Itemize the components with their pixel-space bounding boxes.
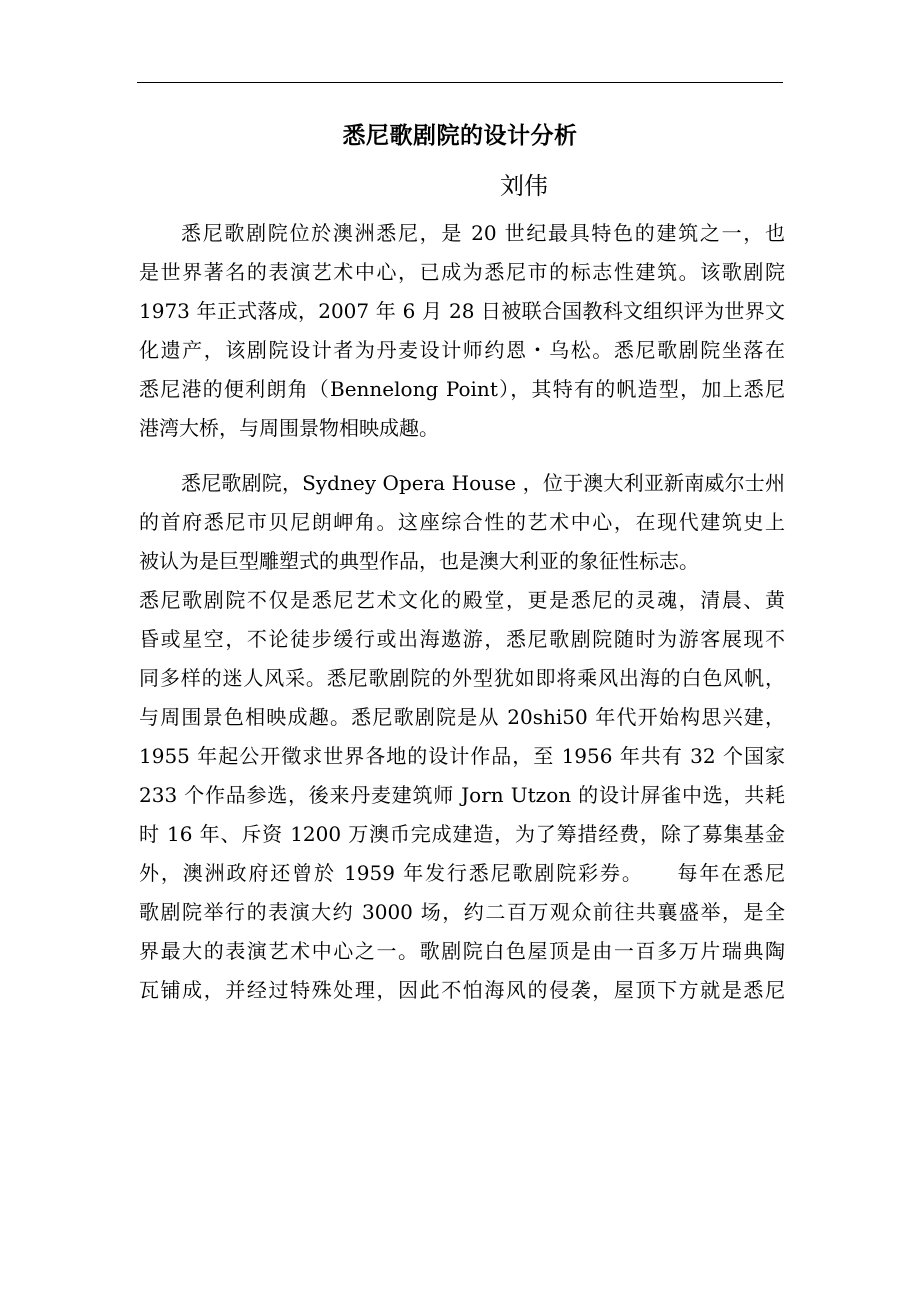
text-line: 与周围景色相映成趣。悉尼歌剧院是从 20shi50 年代开始构思兴建， [139,705,785,729]
text-line: 是世界著名的表演艺术中心，已成为悉尼市的标志性建筑。该歌剧院 [139,260,785,284]
header-rule [137,82,783,83]
text-line: 同多样的迷人风采。悉尼歌剧院的外型犹如即将乘风出海的白色风帆， [139,666,785,690]
document-title: 悉尼歌剧院的设计分析 [342,122,578,149]
text-line: 被认为是巨型雕塑式的典型作品，也是澳大利亚的象征性标志。 [139,549,699,573]
text-line: 港湾大桥，与周围景物相映成趣。 [139,416,439,440]
text-line: 时 16 年、斥资 1200 万澳币完成建造，为了筹措经费，除了募集基金 [139,822,785,846]
text-line: 昏或星空，不论徒步缓行或出海遨游，悉尼歌剧院随时为游客展现不 [139,627,785,651]
text-line: 歌剧院举行的表演大约 3000 场，约二百万观众前往共襄盛举，是全 [139,900,785,924]
paragraph-gap [139,448,785,464]
text-line: 瓦铺成，并经过特殊处理，因此不怕海风的侵袭，屋顶下方就是悉尼 [139,978,785,1002]
text-line: 化遗产，该剧院设计者为丹麦设计师约恩・乌松。悉尼歌剧院坐落在 [139,338,785,362]
document-author: 刘伟 [500,172,548,200]
text-line: 界最大的表演艺术中心之一。歌剧院白色屋顶是由一百多万片瑞典陶 [139,939,785,963]
document-body [139,214,785,1010]
text-line: 悉尼歌剧院不仅是悉尼艺术文化的殿堂，更是悉尼的灵魂，清晨、黄 [139,588,785,612]
text-line: 1955 年起公开徵求世界各地的设计作品，至 1956 年共有 32 个国家 [139,744,785,768]
text-line: 233 个作品参选，後来丹麦建筑师 Jorn Utzon 的设计屏雀中选，共耗 [139,783,785,807]
text-line: 的首府悉尼市贝尼朗岬角。这座综合性的艺术中心，在现代建筑史上 [139,510,785,534]
text-line: 悉尼歌剧院位於澳洲悉尼，是 20 世纪最具特色的建筑之一，也 [181,221,785,245]
text-line: 悉尼歌剧院，Sydney Opera House ，位于澳大利亚新南威尔士州 [181,471,785,495]
text-line: 悉尼港的便利朗角（Bennelong Point），其特有的帆造型，加上悉尼 [139,377,785,401]
text-line: 1973 年正式落成，2007 年 6 月 28 日被联合国教科文组织评为世界文 [139,299,785,323]
text-line: 外，澳洲政府还曾於 1959 年发行悉尼歌剧院彩券。 每年在悉尼 [139,861,785,885]
